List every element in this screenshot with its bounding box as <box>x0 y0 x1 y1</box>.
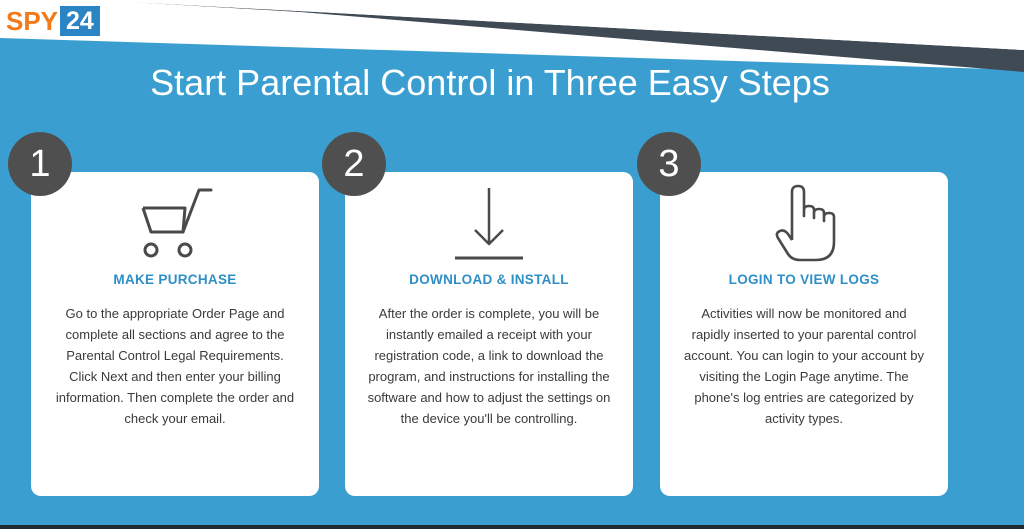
pointing-hand-icon <box>660 182 948 262</box>
step-title: MAKE PURCHASE <box>113 272 237 287</box>
bottom-divider <box>0 525 1024 529</box>
step-description: Activities will now be monitored and rapidly inserted to your parental control account. You can login to your account by visiting the Login Page anytime. The phone's log entries are categorized by activity types. <box>684 306 924 426</box>
step-number-badge: 2 <box>322 132 386 196</box>
page-title: Start Parental Control in Three Easy Steps <box>150 62 830 103</box>
step-card-purchase <box>31 172 319 496</box>
spy24-logo[interactable] <box>6 6 100 36</box>
step-number-badge: 3 <box>637 132 701 196</box>
logo-text: SPY <box>6 6 59 36</box>
shopping-cart-icon <box>31 182 319 262</box>
step-card-login <box>660 172 948 496</box>
step-description: After the order is complete, you will be instantly emailed a receipt with your registration code, a link to download the program, and instructions for installing the software and how to adjust the settings on the device you'll be controlling. <box>367 306 611 426</box>
step-description: Go to the appropriate Order Page and complete all sections and agree to the Parental Control Legal Requirements. Click Next and then enter your billing information. Then complete the order and check your email. <box>55 306 295 426</box>
step-title: DOWNLOAD & INSTALL <box>409 272 569 287</box>
step-title: LOGIN TO VIEW LOGS <box>728 272 880 287</box>
step-number-badge: 1 <box>8 132 72 196</box>
logo-number: 24 <box>60 6 100 36</box>
step-card-download <box>345 172 633 496</box>
download-arrow-icon <box>345 182 633 262</box>
